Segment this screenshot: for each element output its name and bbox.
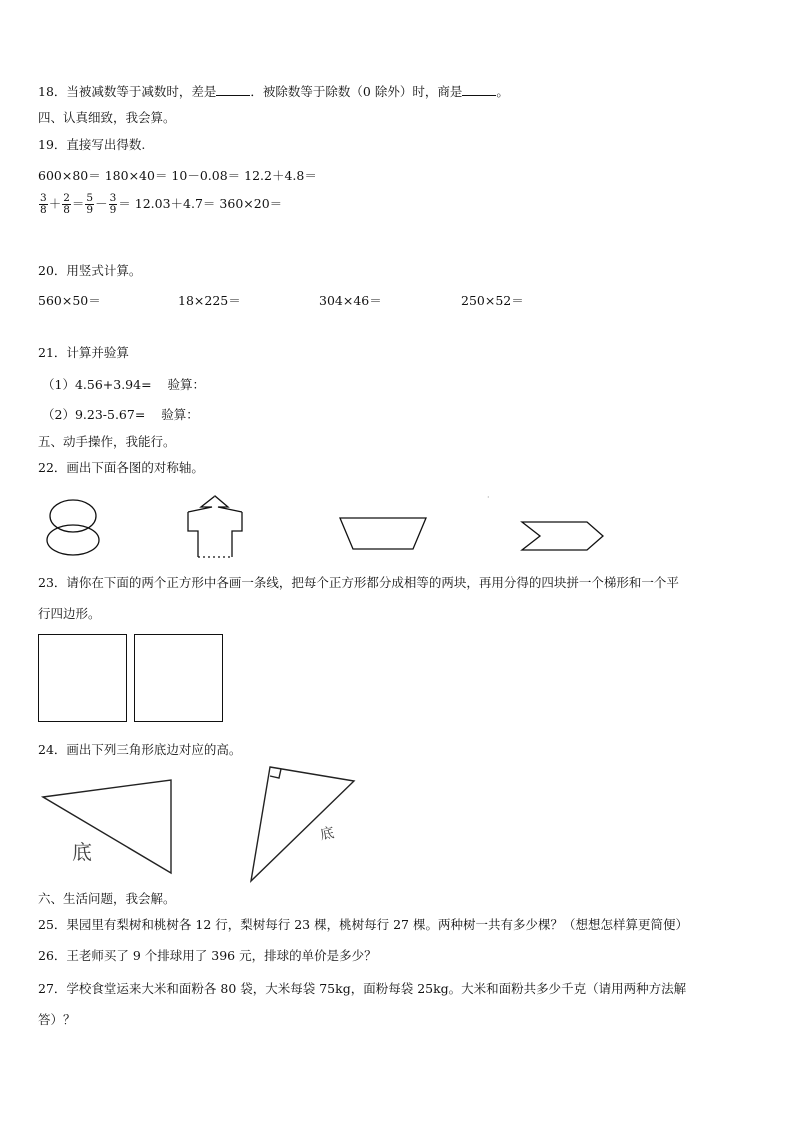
- q18-text-1: 18．当被减数等于减数时，差是: [38, 84, 217, 99]
- question-24-title: 24．画出下列三角形底边对应的高。: [38, 742, 242, 757]
- q21-item-1: （1）4.56+3.94= 验算：: [42, 377, 205, 392]
- fraction: $\frac{2}{8}$: [63, 192, 70, 216]
- q18-text-3: 。: [496, 84, 509, 99]
- minus-sign: －: [95, 196, 108, 211]
- base-label-right: 底: [318, 825, 336, 844]
- question-20-title: 20．用竖式计算。: [38, 263, 142, 278]
- q19-row-1: 600×80＝ 180×40＝ 10－0.08＝ 12.2＋4.8＝: [38, 168, 317, 183]
- base-label-left: 底: [72, 840, 92, 864]
- q18-text-2: ．被除数等于除数（0 除外）时，商是: [250, 84, 463, 99]
- fraction: $\frac{5}{9}$: [86, 192, 94, 216]
- svg-text:·: ·: [213, 492, 216, 501]
- fraction: $\frac{3}{9}$: [109, 192, 117, 216]
- section-6-heading: 六、生活问题，我会解。: [38, 891, 176, 906]
- q20-item: 18×225＝: [178, 293, 241, 308]
- triangle-right: [251, 767, 354, 881]
- question-21-title: 21．计算并验算: [38, 345, 129, 360]
- question-25: 25．果园里有梨树和桃树各 12 行，梨树每行 23 棵，桃树每行 27 棵。两种树一共有多少棵？（想想怎样算更简便）: [38, 917, 688, 932]
- svg-text:·: ·: [487, 493, 490, 502]
- section-4-heading: 四、认真细致，我会算。: [38, 110, 176, 125]
- question-27-line-2: 答）？: [38, 1012, 76, 1027]
- section-5-heading: 五、动手操作，我能行。: [38, 434, 176, 449]
- fraction: $\frac{3}{8}$: [40, 192, 47, 216]
- triangle-left: [43, 780, 171, 873]
- q21-item-2: （2）9.23-5.67= 验算：: [42, 407, 199, 422]
- question-26: 26．王老师买了 9 个排球用了 396 元，排球的单价是多少？: [38, 948, 377, 963]
- right-angle-mark: [270, 769, 281, 778]
- q20-item: 304×46＝: [319, 293, 382, 308]
- question-23-line-1: 23．请你在下面的两个正方形中各画一条线，把每个正方形都分成相等的两块，再用分得的四块拼一个梯形和一个平: [38, 575, 679, 590]
- question-23-line-2: 行四边形。: [38, 606, 101, 621]
- question-22-title: 22．画出下面各图的对称轴。: [38, 460, 204, 475]
- question-19-title: 19．直接写出得数.: [38, 137, 146, 152]
- equals-sign: ＝: [71, 196, 85, 211]
- q19-row-2-rest: ＝ 12.03＋4.7＝ 360×20＝: [118, 196, 283, 211]
- q20-item: 250×52＝: [461, 293, 524, 308]
- question-27-line-1: 27．学校食堂运来大米和面粉各 80 袋，大米每袋 75kg，面粉每袋 25kg。大米和面粉共多少千克（请用两种方法解: [38, 981, 687, 996]
- q20-item: 560×50＝: [38, 293, 101, 308]
- plus-sign: ＋: [48, 196, 62, 211]
